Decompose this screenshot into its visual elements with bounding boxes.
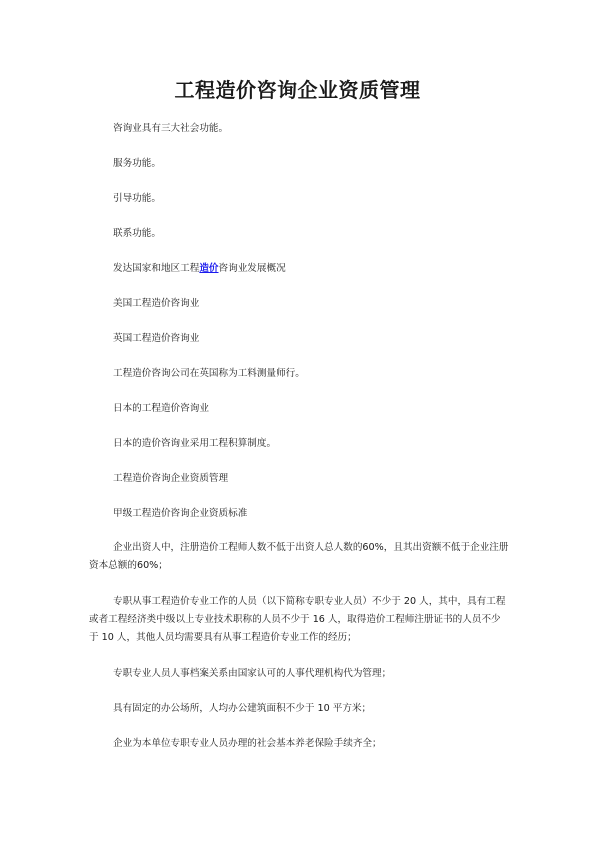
paragraph-staff-requirement: 专职从事工程造价专业工作的人员（以下简称专职专业人员）不少于 20 人，其中，具有工程或者工程经济类中级以上专业技术职称的人员不少于 16 人，取得造价工程师注册证书的人员不少于 10 人，其他人员均需要具有从事工程造价专业工作的经历；: [89, 596, 506, 643]
paragraph-qualification-management: 工程造价咨询企业资质管理: [113, 473, 229, 484]
paragraph-developed-countries: [89, 260, 509, 278]
paragraph-personnel-files: 专职专业人员人事档案关系由国家认可的人事代理机构代为管理；: [113, 668, 392, 679]
paragraph-service-function: 服务功能。: [113, 158, 161, 169]
document-title: 工程造价咨询企业资质管理: [174, 78, 421, 102]
paragraph-social-insurance: 企业为本单位专职专业人员办理的社会基本养老保险手续齐全；: [113, 738, 382, 749]
paragraph-uk-name: 工程造价咨询公司在英国称为工料测量师行。: [113, 368, 305, 379]
paragraph-text-before-link: 发达国家和地区工程: [113, 263, 200, 274]
paragraph-grade-a-standard: 甲级工程造价咨询企业资质标准: [113, 508, 248, 519]
paragraph-office-space: 具有固定的办公场所，人均办公建筑面积不少于 10 平方米；: [113, 703, 372, 714]
paragraph-japan-system: 日本的造价咨询业采用工程积算制度。: [113, 438, 277, 449]
paragraph-investor-requirement: 企业出资人中，注册造价工程师人数不低于出资人总人数的60%，且其出资额不低于企业注册资本总额的60%；: [89, 542, 509, 571]
paragraph-text-after-link: 咨询业发展概况: [218, 263, 286, 274]
link-cost[interactable]: 造价: [199, 263, 219, 274]
paragraph-japan-industry: 日本的工程造价咨询业: [113, 403, 209, 414]
paragraph-us-industry: 美国工程造价咨询业: [113, 298, 200, 309]
paragraph-guide-function: 引导功能。: [113, 193, 161, 204]
paragraph-uk-industry: 英国工程造价咨询业: [113, 333, 200, 344]
paragraph-contact-function: 联系功能。: [113, 228, 161, 239]
paragraph-functions-intro: 咨询业具有三大社会功能。: [113, 123, 229, 134]
